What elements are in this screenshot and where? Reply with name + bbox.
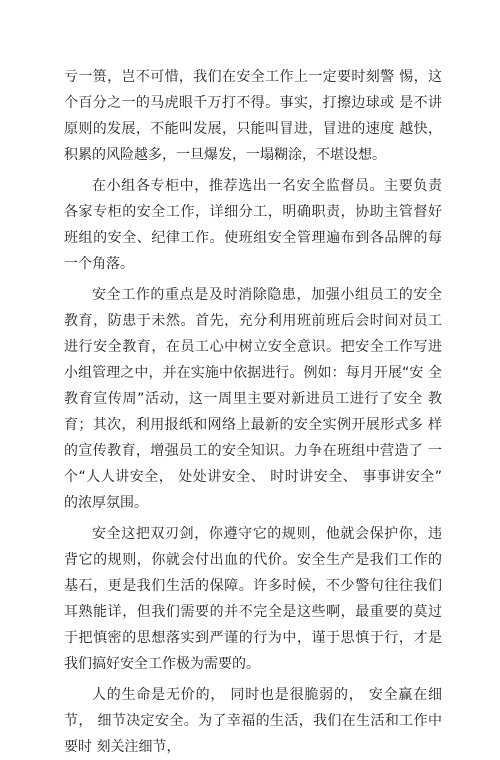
paragraph-4: 安全这把双刃剑，你遵守它的规则，他就会保护你，违 背它的规则，你就会付出血的代价。安全生产是我们工作的 基石，更是我们生活的保障。许多时候，不少警句往往我们 耳熟能详，但我们需要的并不完全是这些啊，最重要的莫过 于把慎密的思想落实到严谨的行为中，谨于思慎于行，才是 我们搞好安全工作极为需要的。 xyxy=(64,526,442,672)
paragraph-5: 人的生命是无价的， 同时也是很脆弱的， 安全赢在细节， 细节决定安全。为了幸福的生活，我们在生活和工作中要时 刻关注细节， xyxy=(64,687,442,755)
paragraph-3: 安全工作的重点是及时消除隐患，加强小组员工的安全 教育，防患于未然。首先，充分利用班前班后会时间对员工 进行安全教育，在员工心中树立安全意识。把安全工作写进 小组管理之中，并在实施中依据进行。例如：每月开展“安 全教育宣传周”活动，这一周里主要对新进员工进行了安全 教育；其次，利用报纸和网络上最新的安全实例开展形式多 样的宣传教育，增强员工的安全知识。力争在班组中营造了 一个“人人讲安全， 处处讲安全、 时时讲安全、 事事讲安全” 的浓厚氛围。 xyxy=(64,287,442,511)
paragraph-1: 亏一篑，岂不可惜，我们在安全工作上一定要时刻警 惕，这个百分之一的马虎眼千万打不得。事实，打擦边球或 是不讲原则的发展，不能叫发展，只能叫冒进，冒进的速度 越快，积累的风险越多，一旦爆发，一塌糊涂，不堪设想。 xyxy=(64,69,442,163)
body-text xyxy=(64,64,442,760)
paragraph-2: 在小组各专柜中，推荐选出一名安全监督员。主要负责 各家专柜的安全工作，详细分工，明确职责，协助主管督好 班组的安全、纪律工作。使班组安全管理遍布到各品牌的每 一个角落。 xyxy=(64,178,442,272)
